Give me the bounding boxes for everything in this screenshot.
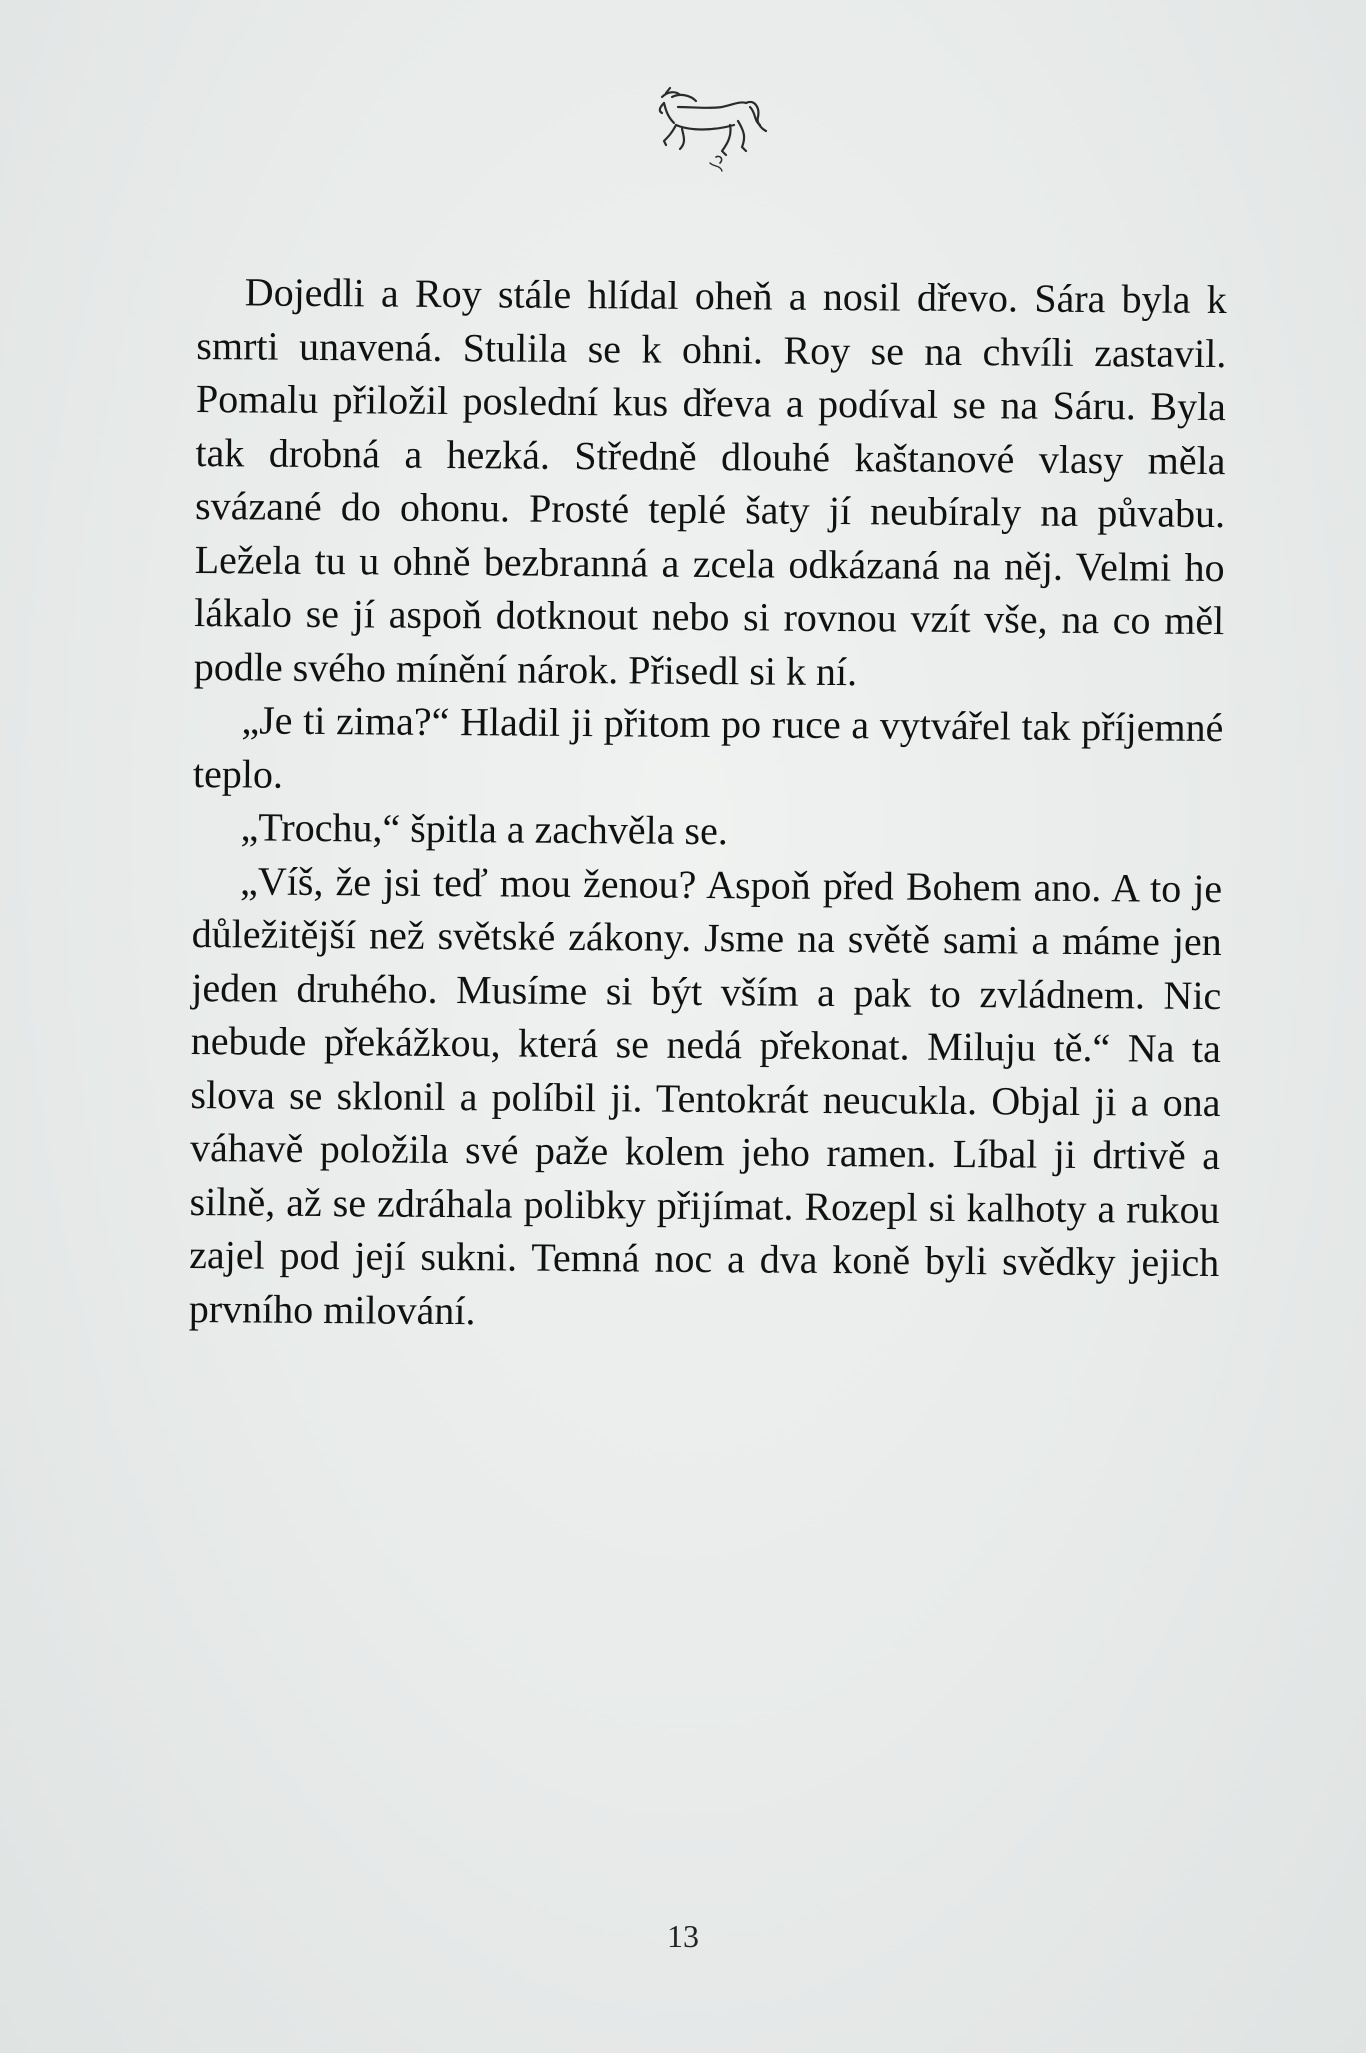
paragraph: Dojedli a Roy stále hlídal oheň a nosil dřevo. Sára byla k smrti unavená. Stulila se k ohni. Roy se na chvíli zastavil. Pomalu přiložil poslední kus dřeva a podíval se na Sáru. Byla tak drobná a hezká. Středně dlouhé kaštanové vlasy měla svázané do ohonu. Prosté teplé šaty jí neubíraly na půvabu. Ležela tu u ohně bezbranná a zcela odkázaná na něj. Velmi ho lákalo se jí aspoň dotknout nebo si rovnou vzít vše, na co měl podle svého mínění nárok. Přisedl si k ní. bbox=[193, 269, 1227, 694]
galloping-horse-icon bbox=[650, 85, 780, 195]
page-number: 13 bbox=[667, 1918, 699, 1954]
body-text bbox=[189, 265, 1227, 1343]
paragraph: „Trochu,“ špitla a zachvěla se. bbox=[240, 804, 728, 854]
paragraph: „Je ti zima?“ Hladil ji přitom po ruce a vytvářel tak příjemné teplo. bbox=[192, 697, 1224, 797]
paragraph: „Víš, že jsi teď mou ženou? Aspoň před Bohem ano. A to je důležitější než světské zákony. Jsme na světě sami a máme jen jeden druhého. Musíme si být vším a pak to zvládnem. Nic nebude překážkou, která se nedá překonat. Miluju tě.“ Na ta slova se sklonil a políbil ji. Tentokrát neucukla. Objal ji a ona váhavě položila své paže kolem jeho ramen. Líbal ji drtivě a silně, až se zdráhala polibky přijímat. Rozepl si kalhoty a rukou zajel pod její sukni. Temná noc a dva koně byli svědky jejich prvního milování. bbox=[188, 857, 1223, 1333]
